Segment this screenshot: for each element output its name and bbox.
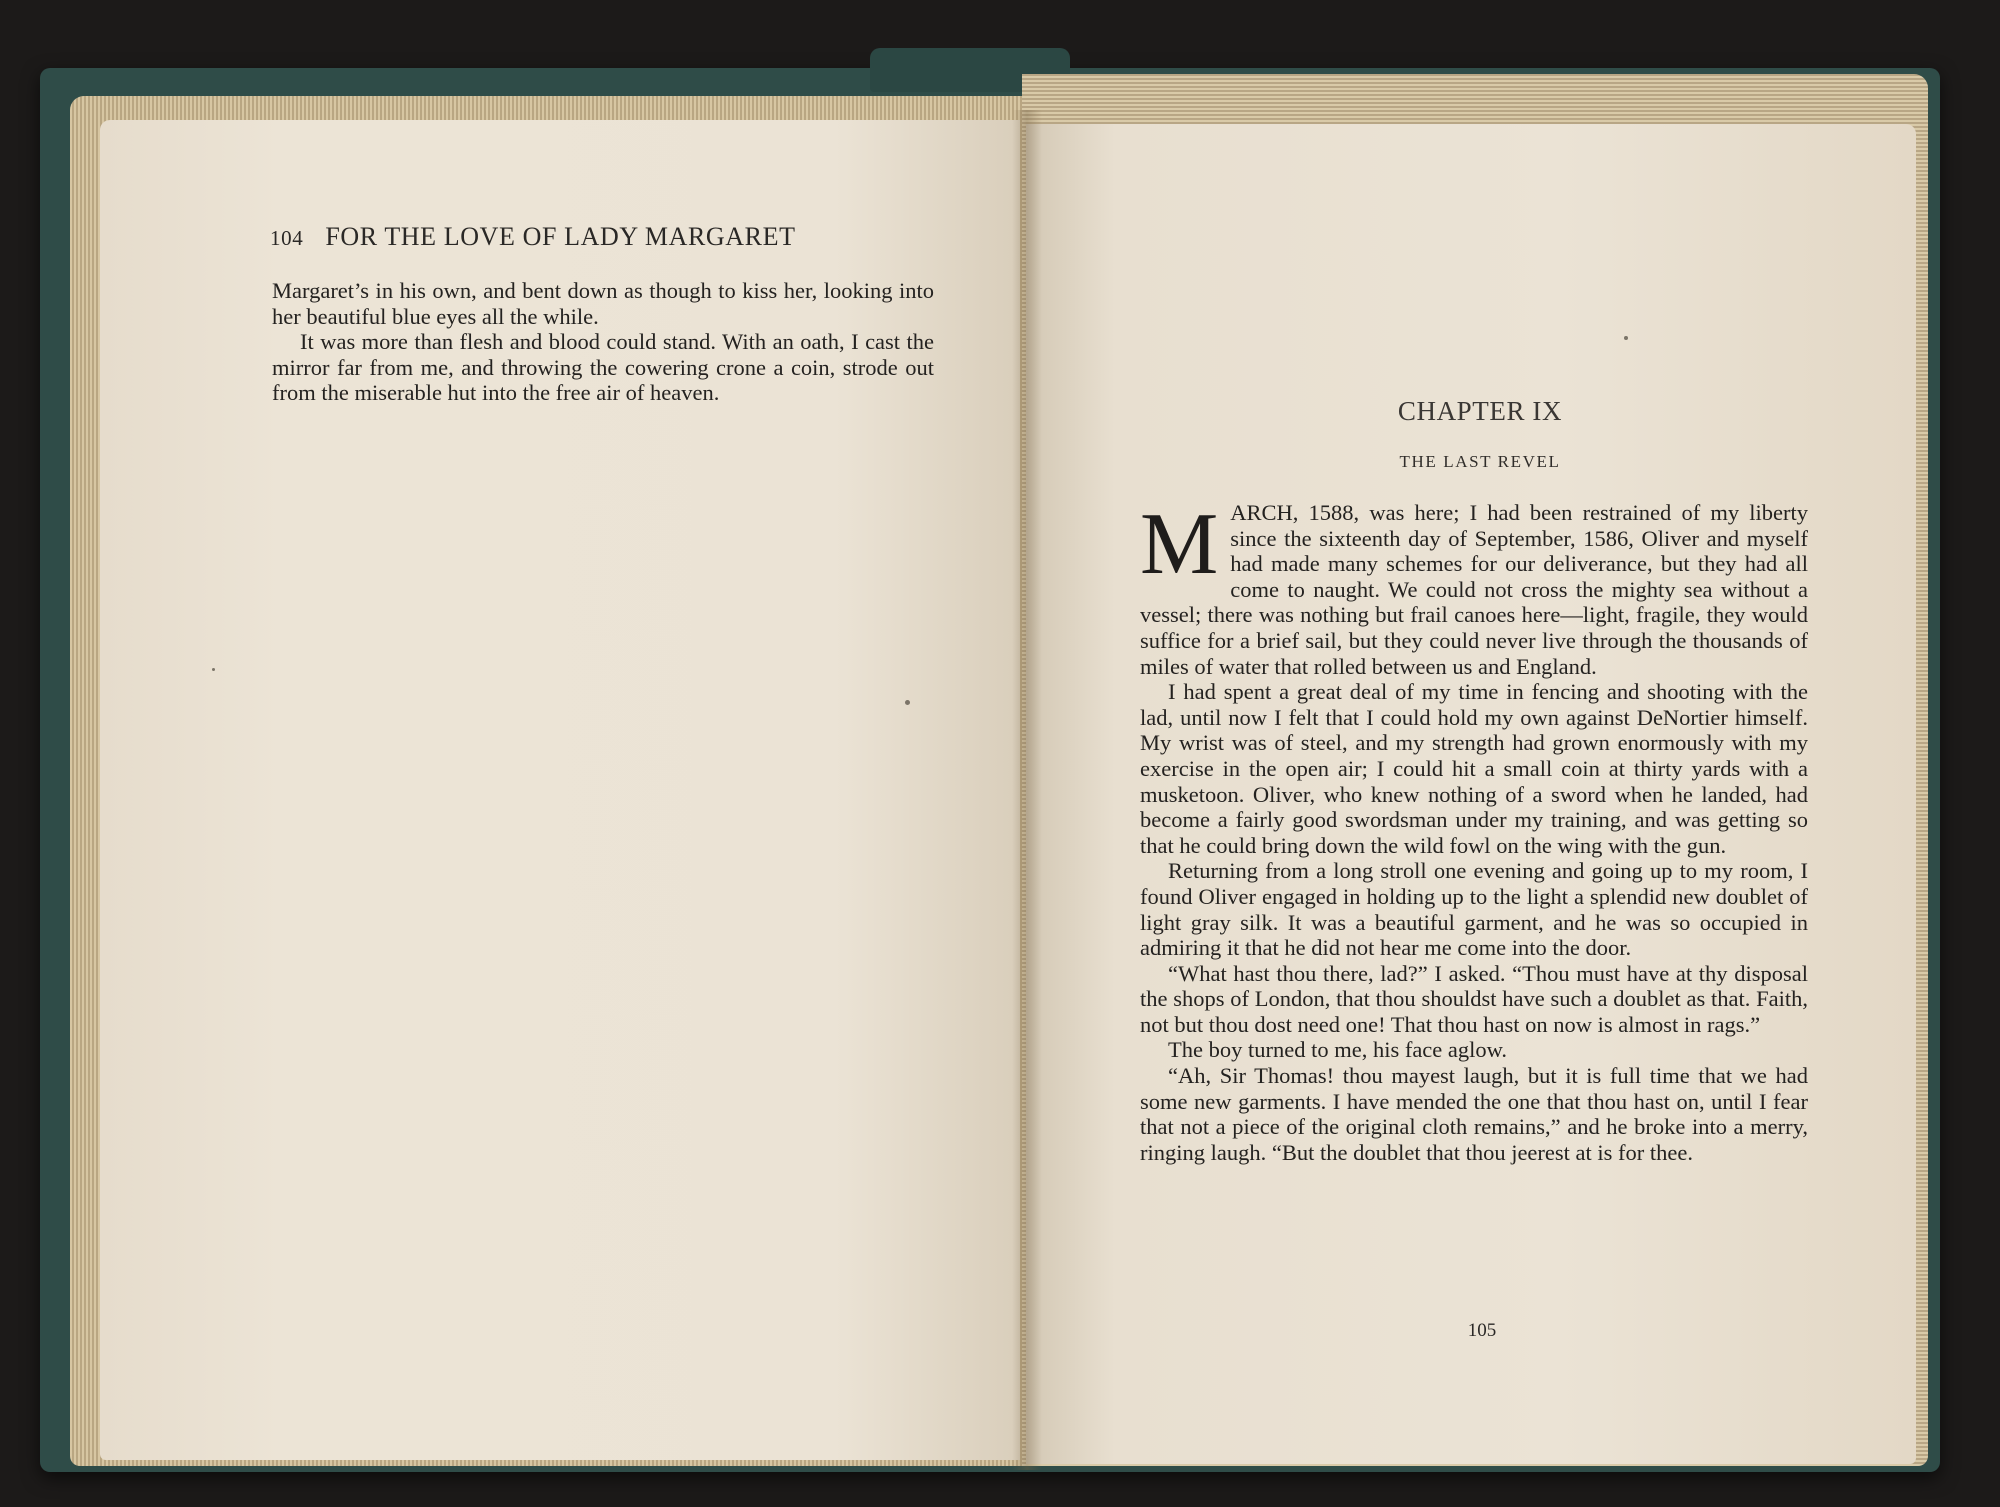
chapter-title: CHAPTER IX [1397,396,1563,426]
paper-speck [1624,336,1628,340]
opening-paragraph [1140,496,1808,679]
book-gutter [1012,110,1042,1470]
left-page-text [272,278,934,406]
running-head [270,222,970,256]
right-page-number: 105 [1467,1320,1497,1341]
paragraph: “What hast thou there, lad?” I asked. “Thou must have at thy disposal the shops of London, that thou shouldst have such a doublet as that. Faith, not but thou dost need one! That thou hast on now is almost in rags.” [1140,960,1808,1037]
paragraph: “Ah, Sir Thomas! thou mayest laugh, but it is full time that we had some new garments. I have mended the one that thou hast on, until I fear that not a piece of the original cloth remains,” and he broke into a merry, ringing laugh. “But the doublet that thou jeerest at is for thee. [1140,1063,1808,1165]
opening-paragraph-text: ARCH, 1588, was here; I had been restrained of my liberty since the sixteenth day of September, 1586, Oliver and myself had made many schemes for our deliverance, but they had all come to naught. We could not cross the mighty sea without a vessel; there was nothing but frail canoes here—light, fragile, they would suffice for a brief sail, but they could never live through the thousands of miles of water that rolled between us and England. [1140,500,1808,679]
paper-speck [905,700,910,705]
paragraph: Margaret’s in his own, and bent down as though to kiss her, looking into her beautiful blue eyes all the while. [272,278,934,329]
drop-cap: M [1140,496,1219,593]
paragraph: It was more than flesh and blood could stand. With an oath, I cast the mirror far from me, and throwing the cowering crone a coin, strode out from the miserable hut into the free air of heaven. [272,329,934,406]
left-page-number: 104 [270,226,304,250]
paragraph: The boy turned to me, his face aglow. [1168,1037,1508,1063]
paragraph: I had spent a great deal of my time in fencing and shooting with the lad, until now I felt that I could hold my own against DeNortier himself. My wrist was of steel, and my strength had grown enormously with my exercise in the open air; I could hit a small coin at thirty yards with a musketoon. Oliver, who knew nothing of a sword when he landed, had become a fairly good swordsman under my training, and was getting so that he could bring down the wild fowl on the wing with the gun. [1140,679,1808,858]
paper-speck [212,668,215,671]
chapter-subtitle: THE LAST REVEL [1399,452,1561,471]
right-page-text [1140,496,1808,1165]
paragraph: Returning from a long stroll one evening and going up to my room, I found Oliver engaged in holding up to the light a splendid new doublet of light gray silk. It was a beautiful garment, and he was so occupied in admiring it that he did not hear me come into the door. [1140,858,1808,961]
book-title: FOR THE LOVE OF LADY MARGARET [325,222,796,251]
